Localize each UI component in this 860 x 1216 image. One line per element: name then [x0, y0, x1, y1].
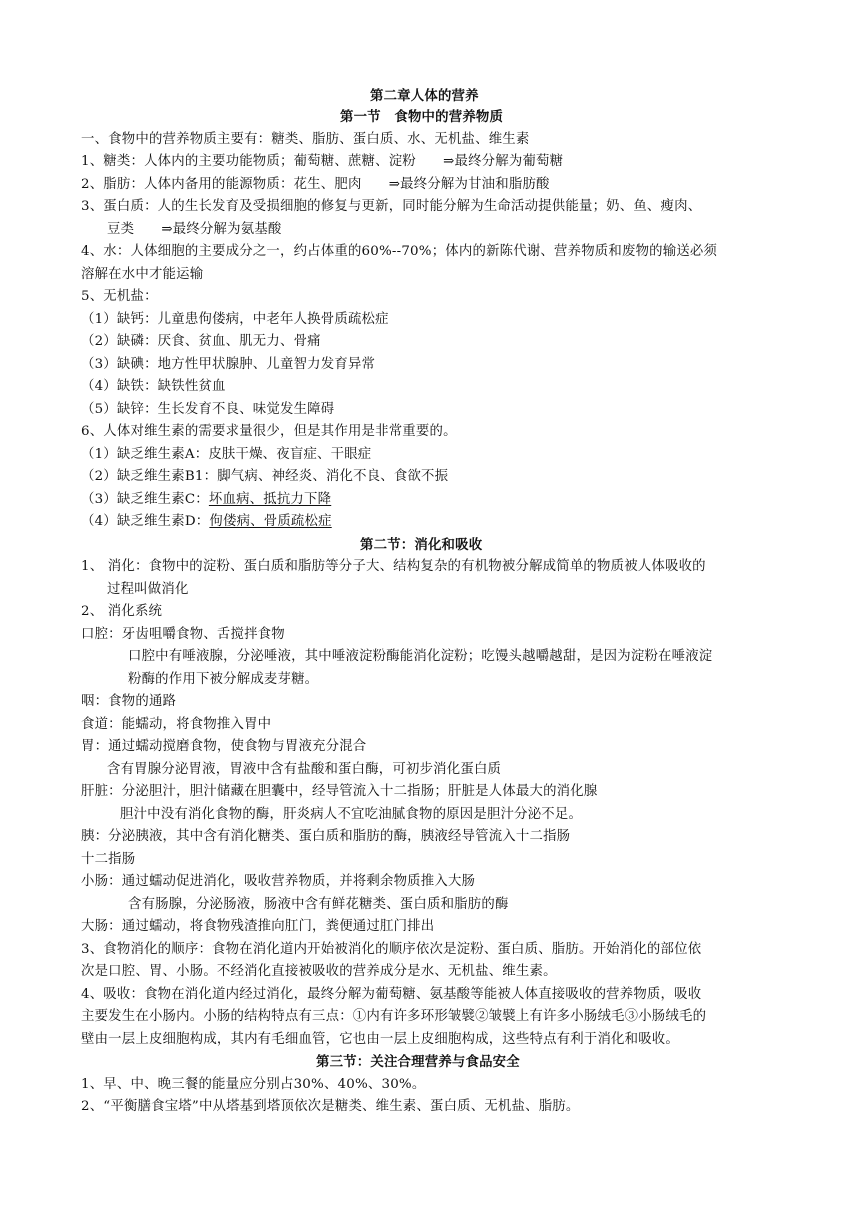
text-line: 6、人体对维生素的需要求量很少，但是其作用是非常重要的。: [81, 424, 457, 439]
text-line: 胰：分泌胰液，其中含有消化糖类、蛋白质和脂肪的酶，胰液经导管流入十二指肠: [81, 829, 571, 844]
text-line: 粉酶的作用下被分解成麦芽糖。: [128, 672, 319, 687]
text-line: 过程叫做消化: [107, 582, 189, 597]
text-line: 胆汁中没有消化食物的酶，肝炎病人不宜吃油腻食物的原因是胆汁分泌不足。: [120, 807, 583, 822]
text-line: （2）缺磷：厌食、贫血、肌无力、骨痛: [81, 334, 321, 349]
text-line: 1、 消化：食物中的淀粉、蛋白质和脂肪等分子大、结构复杂的有机物被分解成简单的物质被人体吸收的: [81, 559, 706, 574]
text-line: （2）缺乏维生素B1：脚气病、神经炎、消化不良、食欲不振: [81, 469, 449, 484]
text-run: （4）缺乏维生素D：: [81, 514, 210, 529]
text-line: （5）缺锌：生长发育不良、味觉发生障碍: [81, 402, 335, 417]
text-line: [81, 492, 331, 508]
text-line: （4）缺铁：缺铁性贫血: [81, 379, 226, 394]
text-line: 2、脂肪：人体内备用的能源物质：花生、肥肉 ⇒最终分解为甘油和脂肪酸: [81, 177, 550, 192]
section-heading: 第二节：消化和吸收: [360, 537, 483, 553]
text-line: 口腔：牙齿咀嚼食物、舌搅拌食物: [81, 627, 285, 642]
text-line: 含有肠腺，分泌肠液，肠液中含有鲜花糖类、蛋白质和脂肪的酶: [128, 897, 509, 912]
text-line: 含有胃腺分泌胃液，胃液中含有盐酸和蛋白酶，可初步消化蛋白质: [107, 762, 502, 777]
underlined-run: 佝偻病、骨质疏松症: [209, 514, 332, 529]
text-line: 3、食物消化的顺序：食物在消化道内开始被消化的顺序依次是淀粉、蛋白质、脂肪。开始消化的部位依: [81, 942, 702, 957]
text-line: 2、“平衡膳食宝塔”中从塔基到塔顶依次是糖类、维生素、蛋白质、无机盐、脂肪。: [81, 1099, 580, 1114]
text-line: 5、无机盐：: [81, 289, 158, 304]
text-line: 4、水：人体细胞的主要成分之一，约占体重的60%--70%；体内的新陈代谢、营养物质和废物的输送必须: [81, 244, 718, 259]
text-line: 豆类 ⇒最终分解为氨基酸: [107, 222, 282, 237]
text-line: 壁由一层上皮细胞构成，其内有毛细血管，它也由一层上皮细胞构成，这些特点有利于消化和吸收。: [81, 1032, 679, 1047]
text-line: 一、食物中的营养物质主要有：糖类、脂肪、蛋白质、水、无机盐、维生素: [81, 132, 530, 147]
text-line: 十二指肠: [81, 852, 136, 867]
chapter-title: 第二章人体的营养: [370, 88, 479, 104]
text-line: 溶解在水中才能运输: [81, 267, 204, 282]
text-line: 2、 消化系统: [81, 604, 163, 619]
text-line: 肝脏：分泌胆汁，胆汁储藏在胆囊中，经导管流入十二指肠；肝脏是人体最大的消化腺: [81, 784, 598, 799]
text-line: 1、糖类：人体内的主要功能物质；葡萄糖、蔗糖、淀粉 ⇒最终分解为葡萄糖: [81, 154, 564, 169]
text-line: （1）缺乏维生素A：皮肤干燥、夜盲症、干眼症: [81, 447, 372, 462]
text-run: （3）缺乏维生素C：: [81, 492, 209, 507]
text-line: 主要发生在小肠内。小肠的结构特点有三点：①内有许多环形皱襞②皱襞上有许多小肠绒毛③小肠绒毛的: [81, 1009, 707, 1024]
text-line: （1）缺钙：儿童患佝偻病，中老年人换骨质疏松症: [81, 312, 389, 327]
underlined-run: 坏血病、抵抗力下降: [208, 492, 332, 507]
text-line: 4、吸收：食物在消化道内经过消化，最终分解为葡萄糖、氨基酸等能被人体直接吸收的营养物质，吸收: [81, 987, 702, 1002]
text-line: 食道：能蠕动，将食物推入胃中: [81, 717, 272, 732]
section-heading: 第一节 食物中的营养物质: [340, 109, 504, 125]
text-line: 口腔中有唾液腺，分泌唾液，其中唾液淀粉酶能消化淀粉；吃馒头越嚼越甜，是因为淀粉在唾液淀: [128, 649, 713, 664]
text-line: 小肠：通过蠕动促进消化，吸收营养物质，并将剩余物质推入大肠: [81, 874, 476, 889]
text-line: 咽：食物的通路: [81, 694, 177, 709]
text-line: [81, 514, 332, 530]
text-line: 胃：通过蠕动搅磨食物，使食物与胃液充分混合: [81, 739, 367, 754]
text-line: 大肠：通过蠕动，将食物残渣推向肛门，粪便通过肛门排出: [81, 919, 435, 934]
text-line: （3）缺碘：地方性甲状腺肿、儿童智力发育异常: [81, 357, 376, 372]
text-line: 3、蛋白质：人的生长发育及受损细胞的修复与更新，同时能分解为生命活动提供能量；奶、鱼、瘦肉、: [81, 199, 702, 214]
text-line: 次是口腔、胃、小肠。不经消化直接被吸收的营养成分是水、无机盐、维生素。: [81, 964, 557, 979]
text-line: 1、早、中、晚三餐的能量应分别占30%、40%、30%。: [81, 1077, 426, 1092]
section-heading: 第三节：关注合理营养与食品安全: [316, 1054, 520, 1070]
